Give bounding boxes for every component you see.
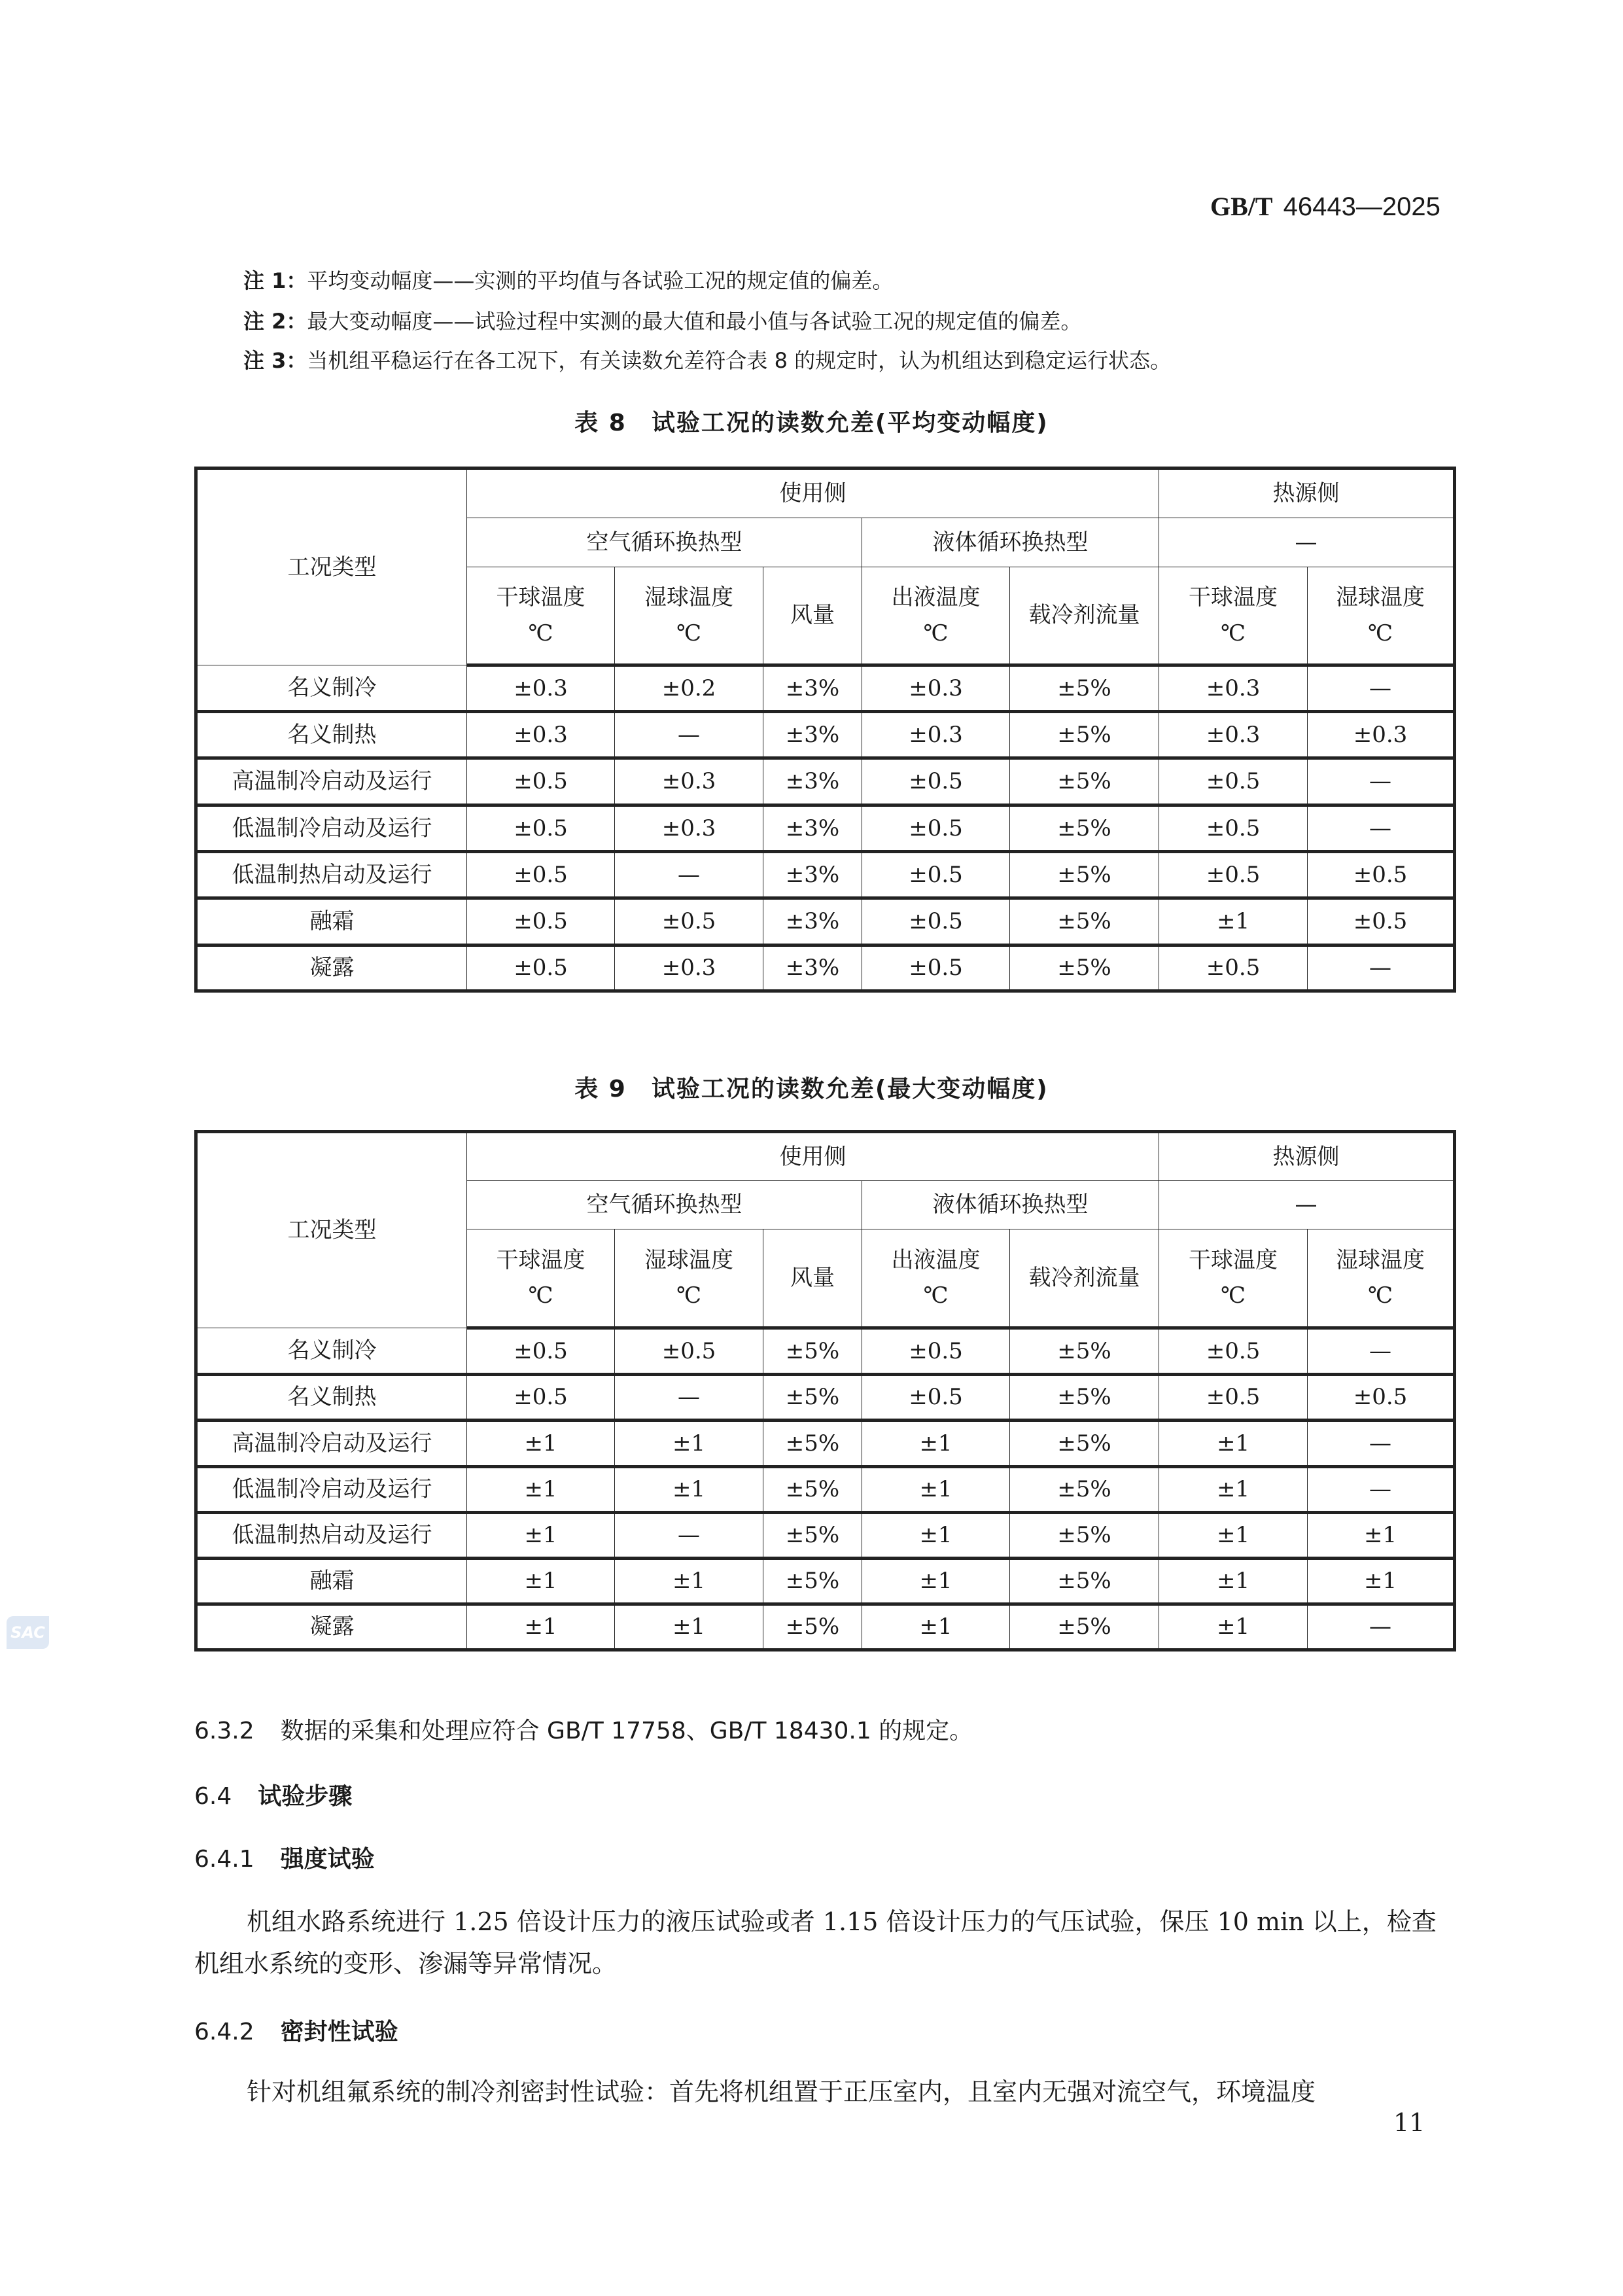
table-cell: ±0.5 <box>1159 1328 1308 1375</box>
section-6-4-1-body: 机组水路系统进行 1.25 倍设计压力的液压试验或者 1.15 倍设计压力的气压试验，保压 10 min 以上，检查机组水系统的变形、渗漏等异常情况。 <box>194 1907 1437 1978</box>
table-cell: ±5% <box>763 1559 862 1604</box>
table-cell: ±3% <box>763 712 862 758</box>
table-cell: ±0.3 <box>467 712 615 758</box>
table-cell: — <box>1308 1467 1455 1513</box>
section-text: 数据的采集和处理应符合 GB/T 17758、GB/T 18430.1 的规定。 <box>280 1718 973 1744</box>
table-cell: ±0.3 <box>862 712 1010 758</box>
header-airflow: 风量 <box>763 567 862 665</box>
table-cell: ±1 <box>467 1604 615 1650</box>
table-cell: ±0.5 <box>1159 852 1308 898</box>
header-dry-bulb: 干球温度 ℃ <box>467 1229 615 1328</box>
table-cell: — <box>1308 1421 1455 1467</box>
header-air-circulation: 空气循环换热型 <box>467 1181 862 1229</box>
table-cell: ±5% <box>1010 852 1159 898</box>
table-cell: ±1 <box>467 1559 615 1604</box>
table-cell: ±5% <box>1010 1328 1159 1375</box>
header-outlet-liquid-temp: 出液温度 ℃ <box>862 1229 1010 1328</box>
table-cell: ±0.5 <box>1308 852 1455 898</box>
row-condition-name: 高温制冷启动及运行 <box>196 1421 467 1467</box>
header-condition-type: 工况类型 <box>196 1132 467 1328</box>
table-cell: ±1 <box>467 1421 615 1467</box>
table-cell: ±0.3 <box>615 805 763 852</box>
table-cell: ±1 <box>862 1467 1010 1513</box>
header-heat-source-sub: — <box>1159 1181 1455 1229</box>
table-cell: ±1 <box>615 1604 763 1650</box>
table-cell: ±1 <box>862 1559 1010 1604</box>
table-cell: ±5% <box>1010 898 1159 945</box>
table-cell: ±1 <box>1308 1559 1455 1604</box>
note-2: 注 2：最大变动幅度——试验过程中实测的最大值和最小值与各试验工况的规定值的偏差。 <box>243 309 1082 334</box>
table-cell: ±0.5 <box>1159 945 1308 991</box>
row-condition-name: 名义制冷 <box>196 665 467 712</box>
table-cell: ±0.5 <box>467 945 615 991</box>
header-heat-source-side: 热源侧 <box>1159 1132 1455 1181</box>
table-cell: — <box>1308 1604 1455 1650</box>
table-cell: ±1 <box>467 1513 615 1559</box>
table-cell: ±5% <box>1010 945 1159 991</box>
row-condition-name: 低温制热启动及运行 <box>196 1513 467 1559</box>
section-6-4-heading: 6.4 试验步骤 <box>194 1783 353 1810</box>
table-row <box>196 665 1455 712</box>
table-cell: ±1 <box>615 1421 763 1467</box>
table-cell: ±5% <box>763 1513 862 1559</box>
table-cell: — <box>1308 945 1455 991</box>
header-coolant-flow: 载冷剂流量 <box>1010 567 1159 665</box>
table-cell: ±0.2 <box>615 665 763 712</box>
header-dry-bulb: 干球温度 ℃ <box>467 567 615 665</box>
standard-number: 46443—2025 <box>1283 192 1440 221</box>
table-cell: ±0.5 <box>1308 898 1455 945</box>
table-cell: ±0.5 <box>615 1328 763 1375</box>
row-condition-name: 低温制热启动及运行 <box>196 852 467 898</box>
table-row <box>196 1375 1455 1421</box>
table-cell: ±3% <box>763 665 862 712</box>
table-cell: ±0.5 <box>862 1375 1010 1421</box>
table-cell: ±5% <box>1010 758 1159 805</box>
table-cell: ±3% <box>763 758 862 805</box>
table-row <box>196 805 1455 852</box>
header-liquid-circulation: 液体循环换热型 <box>862 518 1159 567</box>
table-cell: ±0.3 <box>862 665 1010 712</box>
header-heat-source-side: 热源侧 <box>1159 468 1455 518</box>
row-condition-name: 名义制热 <box>196 712 467 758</box>
table-row <box>196 712 1455 758</box>
table-cell: ±1 <box>1308 1513 1455 1559</box>
table-cell: ±5% <box>763 1328 862 1375</box>
table-row <box>196 898 1455 945</box>
table-cell: — <box>615 1375 763 1421</box>
row-condition-name: 低温制冷启动及运行 <box>196 805 467 852</box>
table-row <box>196 1513 1455 1559</box>
table-cell: ±1 <box>1159 898 1308 945</box>
table-row <box>196 1604 1455 1650</box>
table-cell: ±5% <box>763 1604 862 1650</box>
table-cell: ±0.5 <box>862 758 1010 805</box>
table-cell: ±0.5 <box>1308 1375 1455 1421</box>
row-condition-name: 低温制冷启动及运行 <box>196 1467 467 1513</box>
section-6-4-2-body: 针对机组氟系统的制冷剂密封性试验：首先将机组置于正压室内，且室内无强对流空气，环境温度 <box>247 2077 1316 2106</box>
header-heat-source-sub: — <box>1159 518 1455 567</box>
table-cell: ±0.5 <box>1159 758 1308 805</box>
table-cell: — <box>1308 665 1455 712</box>
row-condition-name: 名义制热 <box>196 1375 467 1421</box>
table-cell: ±0.3 <box>1159 712 1308 758</box>
header-hs-dry-bulb: 干球温度 ℃ <box>1159 1229 1308 1328</box>
table-cell: ±1 <box>862 1513 1010 1559</box>
table-cell: ±5% <box>1010 1604 1159 1650</box>
table-row <box>196 758 1455 805</box>
table-cell: ±1 <box>1159 1421 1308 1467</box>
table-cell: ±0.5 <box>615 898 763 945</box>
table-cell: — <box>615 852 763 898</box>
table-cell: ±1 <box>1159 1559 1308 1604</box>
header-use-side: 使用侧 <box>467 1132 1159 1181</box>
table-cell: ±0.5 <box>467 758 615 805</box>
table-cell: — <box>615 712 763 758</box>
header-condition-type: 工况类型 <box>196 468 467 665</box>
document-header <box>1210 191 1440 222</box>
header-hs-dry-bulb: 干球温度 ℃ <box>1159 567 1308 665</box>
table-cell: ±0.5 <box>467 1328 615 1375</box>
row-condition-name: 融霜 <box>196 1559 467 1604</box>
table-cell: — <box>615 1513 763 1559</box>
table-cell: ±1 <box>615 1467 763 1513</box>
table-cell: ±0.3 <box>467 665 615 712</box>
table-cell: ±5% <box>763 1375 862 1421</box>
row-condition-name: 凝露 <box>196 945 467 991</box>
table-cell: ±5% <box>1010 1513 1159 1559</box>
table-cell: ±0.5 <box>467 898 615 945</box>
header-air-circulation: 空气循环换热型 <box>467 518 862 567</box>
page-number: 11 <box>1393 2108 1425 2137</box>
table-cell: ±5% <box>1010 712 1159 758</box>
table-row <box>196 1421 1455 1467</box>
table-cell: ±0.5 <box>862 945 1010 991</box>
header-use-side: 使用侧 <box>467 468 1159 518</box>
table-cell: ±5% <box>1010 665 1159 712</box>
row-condition-name: 名义制冷 <box>196 1328 467 1375</box>
table-cell: ±3% <box>763 852 862 898</box>
table-row <box>196 1559 1455 1604</box>
header-outlet-liquid-temp: 出液温度 ℃ <box>862 567 1010 665</box>
table-cell: ±0.5 <box>467 852 615 898</box>
table8-title: 表 8 试验工况的读数允差(平均变动幅度) <box>574 410 1049 436</box>
table-cell: — <box>1308 805 1455 852</box>
table-cell: ±0.3 <box>1308 712 1455 758</box>
table-cell: ±5% <box>1010 1421 1159 1467</box>
table-row <box>196 1467 1455 1513</box>
table-cell: ±1 <box>1159 1467 1308 1513</box>
table-row <box>196 945 1455 991</box>
table-cell: ±0.5 <box>862 805 1010 852</box>
table9 <box>194 1130 1456 1651</box>
table-cell: ±0.5 <box>862 1328 1010 1375</box>
table9-title: 表 9 试验工况的读数允差(最大变动幅度) <box>574 1076 1049 1103</box>
note-3: 注 3：当机组平稳运行在各工况下，有关读数允差符合表 8 的规定时，认为机组达到稳定运行状态。 <box>243 348 1172 373</box>
table-cell: ±5% <box>763 1467 862 1513</box>
note-1: 注 1：平均变动幅度——实测的平均值与各试验工况的规定值的偏差。 <box>243 268 894 293</box>
header-hs-wet-bulb: 湿球温度 ℃ <box>1308 1229 1455 1328</box>
table-cell: ±5% <box>1010 805 1159 852</box>
row-condition-name: 凝露 <box>196 1604 467 1650</box>
section-6-4-2-heading: 6.4.2 密封性试验 <box>194 2019 398 2045</box>
table-cell: ±0.5 <box>467 1375 615 1421</box>
row-condition-name: 融霜 <box>196 898 467 945</box>
row-condition-name: 高温制冷启动及运行 <box>196 758 467 805</box>
section-6-4-1-heading: 6.4.1 强度试验 <box>194 1846 375 1873</box>
table-cell: ±3% <box>763 945 862 991</box>
header-coolant-flow: 载冷剂流量 <box>1010 1229 1159 1328</box>
table-cell: ±3% <box>763 898 862 945</box>
table-cell: ±1 <box>467 1467 615 1513</box>
table-cell: ±1 <box>862 1421 1010 1467</box>
header-airflow: 风量 <box>763 1229 862 1328</box>
table-cell: ±5% <box>1010 1375 1159 1421</box>
table-cell: ±1 <box>1159 1604 1308 1650</box>
section-6-3-2: 6.3.2 数据的采集和处理应符合 GB/T 17758、GB/T 18430.1 的规定。 <box>194 1718 973 1744</box>
table-cell: ±0.5 <box>862 852 1010 898</box>
table-cell: — <box>1308 1328 1455 1375</box>
table-cell: ±5% <box>1010 1467 1159 1513</box>
table-cell: ±0.5 <box>1159 805 1308 852</box>
header-liquid-circulation: 液体循环换热型 <box>862 1181 1159 1229</box>
table-cell: ±5% <box>1010 1559 1159 1604</box>
table-cell: ±1 <box>1159 1513 1308 1559</box>
table-cell: ±0.3 <box>615 758 763 805</box>
table-cell: ±0.3 <box>1159 665 1308 712</box>
table-cell: ±3% <box>763 805 862 852</box>
table-cell: ±0.5 <box>1159 1375 1308 1421</box>
table-row <box>196 1328 1455 1375</box>
table-cell: — <box>1308 758 1455 805</box>
header-wet-bulb: 湿球温度 ℃ <box>615 1229 763 1328</box>
table-cell: ±1 <box>615 1559 763 1604</box>
table-cell: ±0.3 <box>615 945 763 991</box>
header-hs-wet-bulb: 湿球温度 ℃ <box>1308 567 1455 665</box>
table-cell: ±5% <box>763 1421 862 1467</box>
table-cell: ±1 <box>862 1604 1010 1650</box>
table8 <box>194 467 1456 993</box>
table-cell: ±0.5 <box>862 898 1010 945</box>
header-wet-bulb: 湿球温度 ℃ <box>615 567 763 665</box>
sac-watermark-logo: SAC <box>7 1616 49 1649</box>
table-row <box>196 852 1455 898</box>
standard-code: GB/T <box>1210 192 1273 221</box>
table-cell: ±0.5 <box>467 805 615 852</box>
